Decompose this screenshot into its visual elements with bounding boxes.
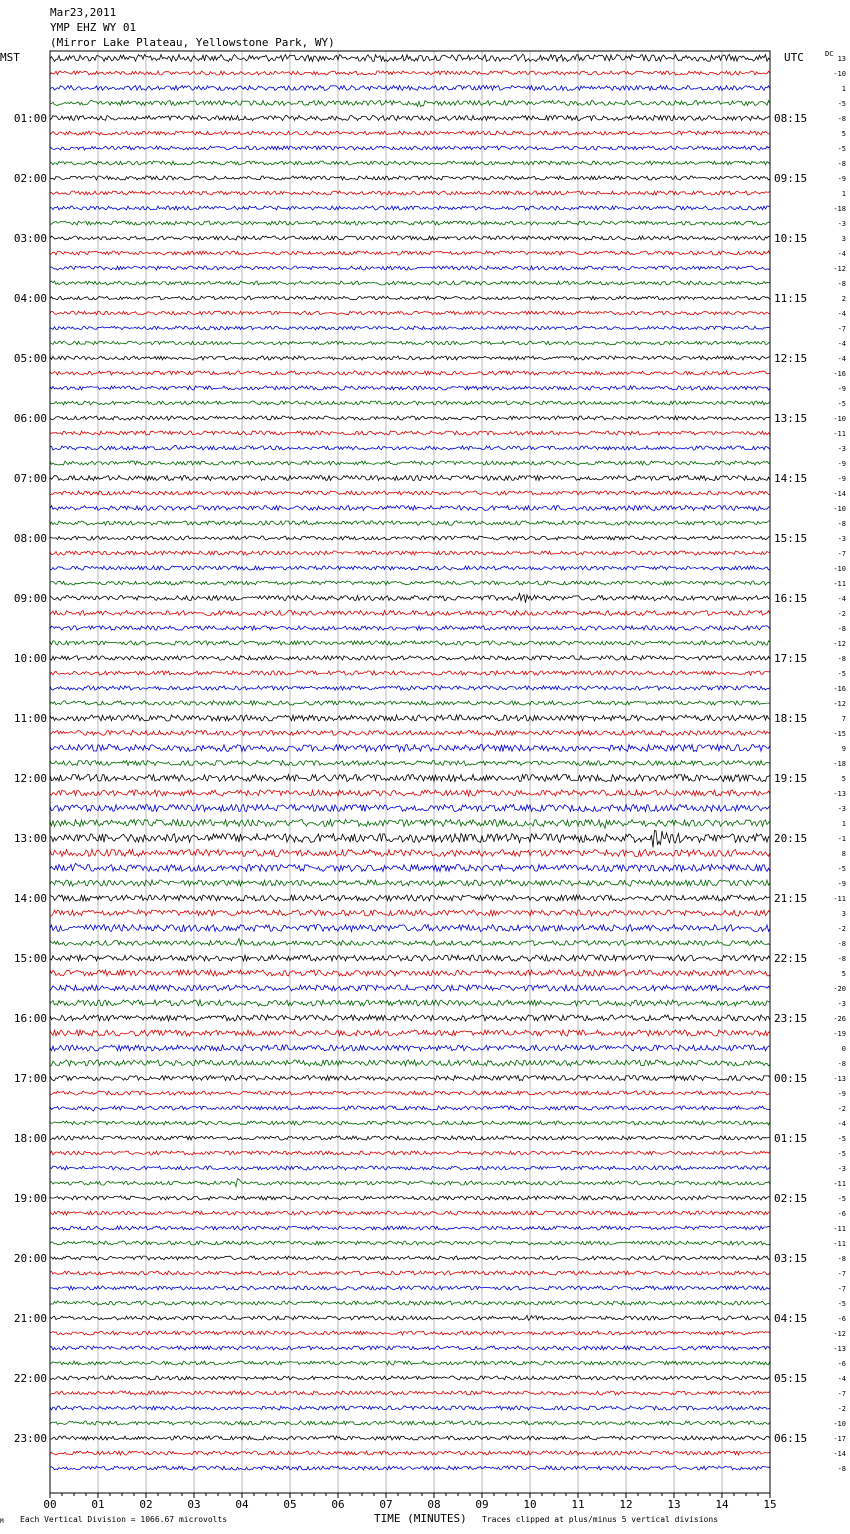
left-hour-label: 04:00 [13, 292, 47, 305]
dc-offset-value: -6 [837, 1210, 846, 1218]
x-tick-label: 07 [379, 1498, 393, 1511]
right-time-labels [774, 112, 807, 1445]
dc-offset-value: -9 [837, 175, 846, 183]
dc-offset-value: -4 [837, 340, 846, 348]
dc-offset-value: 3 [841, 235, 846, 243]
seismic-trace [50, 1315, 770, 1320]
seismic-trace [50, 566, 770, 570]
dc-offset-value: -16 [833, 370, 846, 378]
dc-offset-value: 0 [841, 1045, 846, 1053]
x-axis [43, 1493, 776, 1511]
x-tick-label: 02 [139, 1498, 153, 1511]
left-hour-label: 15:00 [13, 952, 47, 965]
left-hour-label: 06:00 [13, 412, 47, 425]
dc-offset-value: -8 [837, 1255, 846, 1263]
seismic-trace [50, 1015, 770, 1021]
seismic-trace [50, 356, 770, 360]
dc-offset-value: -18 [833, 205, 846, 213]
right-timezone-label: UTC [784, 51, 804, 64]
right-hour-label: 15:15 [774, 532, 808, 545]
seismic-trace [50, 296, 770, 300]
seismic-trace [50, 1106, 770, 1111]
left-hour-label: 21:00 [13, 1312, 47, 1325]
x-tick-label: 06 [331, 1498, 345, 1511]
seismic-trace [50, 1391, 770, 1395]
seismic-trace [50, 671, 770, 675]
seismic-trace [50, 1286, 770, 1290]
dc-offset-value: -8 [837, 160, 846, 168]
right-hour-label: 10:15 [774, 232, 808, 245]
scale-note: Each Vertical Division = 1066.67 microvolts [20, 1515, 228, 1524]
seismic-trace [50, 1406, 770, 1410]
dc-offset-value: -3 [837, 1000, 846, 1008]
left-hour-label: 20:00 [13, 1252, 47, 1265]
dc-offset-value: -11 [833, 1240, 846, 1248]
left-hour-label: 02:00 [13, 172, 47, 185]
dc-offset-value: -4 [837, 355, 846, 363]
seismic-trace [50, 55, 770, 62]
dc-offset-value: -8 [837, 280, 846, 288]
x-tick-label: 08 [427, 1498, 441, 1511]
right-hour-label: 00:15 [774, 1072, 808, 1085]
dc-offset-value: 1 [841, 190, 846, 198]
dc-offset-value: -1 [837, 835, 846, 843]
seismic-trace [50, 1166, 770, 1170]
dc-offset-value: 13 [837, 55, 846, 63]
x-tick-label: 11 [571, 1498, 585, 1511]
dc-offset-value: -4 [837, 1375, 846, 1383]
seismic-trace [50, 611, 770, 616]
dc-offset-value: -8 [837, 955, 846, 963]
dc-offset-value: 1 [841, 85, 846, 93]
dc-offset-value: -10 [833, 505, 846, 513]
dc-offset-value: -20 [833, 985, 846, 993]
seismic-trace [50, 386, 770, 390]
seismic-trace [50, 146, 770, 150]
right-hour-label: 16:15 [774, 592, 808, 605]
seismic-trace [50, 593, 770, 603]
seismic-trace [50, 101, 770, 107]
seismic-trace [50, 476, 770, 481]
left-timezone-label: MST [0, 51, 20, 64]
dc-offset-value: -3 [837, 535, 846, 543]
seismic-trace [50, 416, 770, 420]
seismic-trace [50, 341, 770, 345]
seismic-trace [50, 1361, 770, 1365]
seismic-trace [50, 521, 770, 525]
seismic-trace [50, 731, 770, 736]
dc-offset-value: -5 [837, 145, 846, 153]
left-hour-label: 13:00 [13, 832, 47, 845]
dc-offset-value: -9 [837, 1090, 846, 1098]
dc-offset-value: -11 [833, 1225, 846, 1233]
right-hour-label: 04:15 [774, 1312, 808, 1325]
right-hour-label: 11:15 [774, 292, 808, 305]
left-hour-label: 17:00 [13, 1072, 47, 1085]
seismic-trace [50, 1451, 770, 1455]
seismic-trace [50, 251, 770, 255]
seismic-trace [50, 761, 770, 766]
corner-mark: M [0, 1518, 4, 1525]
dc-offset-value: 5 [841, 130, 846, 138]
plot-frame [50, 51, 770, 1493]
left-hour-label: 08:00 [13, 532, 47, 545]
dc-offset-value: -18 [833, 760, 846, 768]
seismic-trace [50, 790, 770, 796]
right-hour-label: 21:15 [774, 892, 808, 905]
right-hour-label: 14:15 [774, 472, 808, 485]
dc-offset-value: -11 [833, 895, 846, 903]
x-tick-label: 04 [235, 1498, 249, 1511]
dc-offset-value: -5 [837, 100, 846, 108]
right-hour-label: 06:15 [774, 1432, 808, 1445]
seismic-trace [50, 445, 770, 450]
dc-offset-value: -5 [837, 400, 846, 408]
dc-offset-value: -17 [833, 1435, 846, 1443]
seismic-trace [50, 831, 770, 848]
right-hour-label: 20:15 [774, 832, 808, 845]
dc-offset-value: -10 [833, 415, 846, 423]
dc-offset-value: -2 [837, 925, 846, 933]
seismic-trace [50, 431, 770, 435]
dc-offset-value: -10 [833, 70, 846, 78]
seismic-trace [50, 506, 770, 511]
dc-offset-value: 9 [841, 745, 846, 753]
x-tick-label: 12 [619, 1498, 633, 1511]
seismic-trace [50, 1091, 770, 1095]
date-label: Mar23,2011 [50, 6, 117, 19]
seismic-trace [50, 863, 770, 871]
dc-offset-value: -13 [833, 790, 846, 798]
dc-offset-value: -5 [837, 1195, 846, 1203]
right-hour-label: 19:15 [774, 772, 808, 785]
seismic-trace [50, 86, 770, 91]
seismic-trace [50, 581, 770, 585]
left-hour-label: 16:00 [13, 1012, 47, 1025]
dc-offset-value: 5 [841, 775, 846, 783]
right-hour-label: 22:15 [774, 952, 808, 965]
x-tick-label: 09 [475, 1498, 489, 1511]
seismic-trace [50, 1421, 770, 1425]
seismic-trace [50, 1076, 770, 1081]
dc-offset-value: -11 [833, 1180, 846, 1188]
seismic-trace [50, 805, 770, 812]
dc-offset-value: -3 [837, 220, 846, 228]
dc-offset-value: -5 [837, 670, 846, 678]
seismic-trace [50, 850, 770, 857]
seismic-trace [50, 1196, 770, 1200]
dc-offset-value: -14 [833, 1450, 846, 1458]
seismic-trace [50, 1466, 770, 1470]
seismic-trace [50, 326, 770, 330]
seismic-trace [50, 191, 770, 195]
dc-offset-value: 8 [841, 850, 846, 858]
seismic-trace [50, 236, 770, 240]
dc-offset-value: -9 [837, 880, 846, 888]
seismic-trace [50, 955, 770, 961]
right-hour-label: 03:15 [774, 1252, 808, 1265]
seismic-trace [50, 176, 770, 180]
dc-offset-value: -19 [833, 1030, 846, 1038]
dc-offset-value: -5 [837, 1300, 846, 1308]
dc-offset-value: -16 [833, 685, 846, 693]
seismic-trace [50, 1045, 770, 1051]
seismic-trace [50, 1301, 770, 1305]
clip-note: Traces clipped at plus/minus 5 vertical divisions [482, 1515, 719, 1524]
dc-offset-value: -2 [837, 610, 846, 618]
x-tick-label: 10 [523, 1498, 537, 1511]
seismic-trace [50, 491, 770, 495]
dc-offset-value: -14 [833, 490, 846, 498]
dc-offset-value: -6 [837, 1360, 846, 1368]
left-hour-label: 11:00 [13, 712, 47, 725]
right-hour-label: 05:15 [774, 1372, 808, 1385]
seismic-trace [50, 820, 770, 829]
dc-offset-value: -9 [837, 475, 846, 483]
dc-offset-value: -3 [837, 805, 846, 813]
left-hour-label: 07:00 [13, 472, 47, 485]
seismic-trace [50, 161, 770, 165]
dc-offset-value: 1 [841, 820, 846, 828]
left-hour-label: 18:00 [13, 1132, 47, 1145]
dc-offset-value: -9 [837, 385, 846, 393]
right-hour-label: 01:15 [774, 1132, 808, 1145]
left-hour-label: 09:00 [13, 592, 47, 605]
x-axis-title: TIME (MINUTES) [374, 1512, 467, 1525]
seismic-trace [50, 281, 770, 285]
left-hour-label: 05:00 [13, 352, 47, 365]
dc-offset-value: -6 [837, 1315, 846, 1323]
seismic-trace [50, 656, 770, 660]
minute-gridlines [98, 51, 722, 1493]
dc-offset-value: -10 [833, 1420, 846, 1428]
dc-offset-value: -9 [837, 460, 846, 468]
right-hour-label: 09:15 [774, 172, 808, 185]
seismic-trace [50, 1060, 770, 1066]
seismic-trace [50, 371, 770, 375]
x-tick-label: 05 [283, 1498, 297, 1511]
right-hour-label: 23:15 [774, 1012, 808, 1025]
dc-offset-value: 7 [841, 715, 846, 723]
seismic-trace [50, 1256, 770, 1260]
dc-offset-value: -12 [833, 1330, 846, 1338]
seismic-trace [50, 551, 770, 555]
dc-offset-value: -8 [837, 115, 846, 123]
seismic-trace [50, 311, 770, 315]
seismic-trace [50, 970, 770, 976]
left-hour-label: 01:00 [13, 112, 47, 125]
dc-offset-value: -3 [837, 445, 846, 453]
x-tick-label: 01 [91, 1498, 105, 1511]
left-hour-label: 12:00 [13, 772, 47, 785]
x-tick-label: 03 [187, 1498, 201, 1511]
dc-offset-value: -8 [837, 1465, 846, 1473]
right-hour-label: 18:15 [774, 712, 808, 725]
seismic-trace [50, 985, 770, 991]
left-hour-label: 22:00 [13, 1372, 47, 1385]
dc-offset-value: -12 [833, 640, 846, 648]
seismic-trace [50, 206, 770, 210]
dc-offset-value: -26 [833, 1015, 846, 1023]
dc-offset-value: -4 [837, 250, 846, 258]
seismic-trace [50, 641, 770, 645]
dc-offset-value: -2 [837, 1105, 846, 1113]
seismic-trace [50, 701, 770, 705]
dc-offset-value: -8 [837, 655, 846, 663]
seismic-trace [50, 745, 770, 752]
seismic-trace [50, 715, 770, 721]
dc-offset-value: -12 [833, 265, 846, 273]
dc-offset-value: 2 [841, 295, 846, 303]
dc-offset-value: -4 [837, 595, 846, 603]
seismic-trace [50, 1331, 770, 1335]
left-hour-label: 03:00 [13, 232, 47, 245]
dc-offset-value: -2 [837, 1405, 846, 1413]
right-hour-label: 13:15 [774, 412, 808, 425]
dc-offset-value: -4 [837, 310, 846, 318]
dc-offset-value: -3 [837, 1165, 846, 1173]
dc-offset-value: -7 [837, 1270, 846, 1278]
seismic-trace [50, 1226, 770, 1230]
seismic-trace [50, 1271, 770, 1275]
seismic-trace [50, 626, 770, 630]
dc-offset-value: -5 [837, 1135, 846, 1143]
seismic-trace [50, 1151, 770, 1155]
seismic-trace [50, 1030, 770, 1036]
dc-offset-value: -7 [837, 1285, 846, 1293]
seismic-trace [50, 1000, 770, 1006]
seismic-trace [50, 910, 770, 916]
seismic-trace [50, 1376, 770, 1380]
dc-offset-value: -7 [837, 1390, 846, 1398]
dc-offset-value: 3 [841, 910, 846, 918]
x-tick-label: 15 [763, 1498, 777, 1511]
left-hour-label: 14:00 [13, 892, 47, 905]
right-hour-label: 02:15 [774, 1192, 808, 1205]
right-hour-label: 12:15 [774, 352, 808, 365]
dc-offset-value: -4 [837, 1120, 846, 1128]
seismic-trace [50, 775, 770, 782]
seismic-trace [50, 1136, 770, 1140]
dc-offset-labels [833, 55, 846, 1473]
x-tick-label: 00 [43, 1498, 57, 1511]
seismic-trace [50, 895, 770, 901]
dc-offset-value: -7 [837, 550, 846, 558]
dc-offset-value: -8 [837, 625, 846, 633]
x-tick-label: 14 [715, 1498, 729, 1511]
seismic-trace [50, 116, 770, 121]
seismic-trace [50, 939, 770, 946]
left-hour-label: 23:00 [13, 1432, 47, 1445]
seismic-trace [50, 1211, 770, 1215]
seismic-trace [50, 880, 770, 886]
location-label: (Mirror Lake Plateau, Yellowstone Park, WY) [50, 36, 335, 49]
dc-offset-value: -8 [837, 940, 846, 948]
dc-offset-value: -5 [837, 865, 846, 873]
seismic-trace [50, 1179, 770, 1187]
dc-offset-value: -15 [833, 730, 846, 738]
left-hour-label: 10:00 [13, 652, 47, 665]
right-hour-label: 17:15 [774, 652, 808, 665]
left-hour-label: 19:00 [13, 1192, 47, 1205]
seismic-trace [50, 1436, 770, 1440]
dc-offset-value: -11 [833, 580, 846, 588]
station-label: YMP EHZ WY 01 [50, 21, 137, 34]
seismic-trace [50, 686, 770, 690]
dc-offset-value: -13 [833, 1345, 846, 1353]
dc-offset-value: -11 [833, 430, 846, 438]
dc-offset-value: -10 [833, 565, 846, 573]
seismic-trace [50, 401, 770, 405]
dc-header-label: DC [825, 50, 834, 58]
seismic-trace [50, 266, 770, 270]
seismic-trace [50, 221, 770, 225]
x-tick-label: 13 [667, 1498, 681, 1511]
dc-offset-value: -8 [837, 520, 846, 528]
seismic-trace [50, 536, 770, 540]
seismic-trace [50, 925, 770, 932]
seismic-trace [50, 461, 770, 465]
seismic-traces [50, 55, 770, 1471]
seismic-trace [50, 1346, 770, 1350]
left-time-labels [14, 112, 47, 1445]
dc-offset-value: -13 [833, 1075, 846, 1083]
dc-offset-value: -8 [837, 1060, 846, 1068]
right-hour-label: 08:15 [774, 112, 808, 125]
seismic-trace [50, 71, 770, 75]
seismic-trace [50, 1241, 770, 1245]
seismic-trace [50, 131, 770, 135]
dc-offset-value: -5 [837, 1150, 846, 1158]
dc-offset-value: 5 [841, 970, 846, 978]
dc-offset-value: -12 [833, 700, 846, 708]
dc-offset-value: -7 [837, 325, 846, 333]
seismic-trace [50, 1121, 770, 1125]
